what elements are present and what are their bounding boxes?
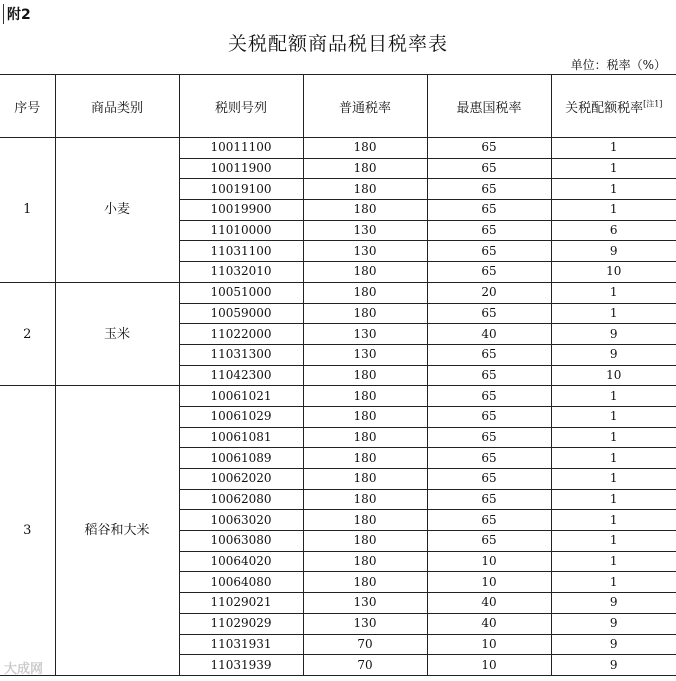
general-rate-cell: 180 bbox=[303, 138, 427, 159]
tariff-code-cell: 11031100 bbox=[179, 241, 303, 262]
general-rate-cell: 180 bbox=[303, 303, 427, 324]
tariff-code-cell: 11042300 bbox=[179, 365, 303, 386]
quota-rate-cell: 1 bbox=[551, 406, 676, 427]
general-rate-cell: 130 bbox=[303, 324, 427, 345]
general-rate-cell: 180 bbox=[303, 200, 427, 221]
tariff-code-cell: 11010000 bbox=[179, 220, 303, 241]
general-rate-cell: 70 bbox=[303, 655, 427, 676]
quota-rate-cell: 9 bbox=[551, 344, 676, 365]
quota-rate-cell: 1 bbox=[551, 282, 676, 303]
header-general-rate: 普通税率 bbox=[303, 75, 427, 138]
general-rate-cell: 180 bbox=[303, 386, 427, 407]
general-rate-cell: 180 bbox=[303, 427, 427, 448]
mfn-rate-cell: 65 bbox=[427, 510, 551, 531]
mfn-rate-cell: 65 bbox=[427, 158, 551, 179]
header-tariff-code: 税则号列 bbox=[179, 75, 303, 138]
tariff-code-cell: 11031300 bbox=[179, 344, 303, 365]
mfn-rate-cell: 40 bbox=[427, 324, 551, 345]
tariff-code-cell: 10064020 bbox=[179, 551, 303, 572]
general-rate-cell: 130 bbox=[303, 613, 427, 634]
table-row bbox=[0, 138, 676, 159]
tariff-code-cell: 10019900 bbox=[179, 200, 303, 221]
tariff-code-cell: 11031931 bbox=[179, 634, 303, 655]
group-category-cell: 稻谷和大米 bbox=[55, 386, 179, 676]
general-rate-cell: 180 bbox=[303, 448, 427, 469]
mfn-rate-cell: 65 bbox=[427, 489, 551, 510]
quota-rate-cell: 1 bbox=[551, 448, 676, 469]
mfn-rate-cell: 65 bbox=[427, 344, 551, 365]
mfn-rate-cell: 10 bbox=[427, 572, 551, 593]
quota-rate-cell: 1 bbox=[551, 303, 676, 324]
general-rate-cell: 180 bbox=[303, 262, 427, 283]
attachment-label: 附2 bbox=[3, 4, 31, 24]
tariff-code-cell: 10061089 bbox=[179, 448, 303, 469]
mfn-rate-cell: 10 bbox=[427, 634, 551, 655]
tariff-code-cell: 10059000 bbox=[179, 303, 303, 324]
general-rate-cell: 130 bbox=[303, 220, 427, 241]
mfn-rate-cell: 65 bbox=[427, 386, 551, 407]
tariff-code-cell: 10064080 bbox=[179, 572, 303, 593]
tariff-code-cell: 11029021 bbox=[179, 593, 303, 614]
table-row bbox=[0, 282, 676, 303]
general-rate-cell: 180 bbox=[303, 531, 427, 552]
tariff-code-cell: 11032010 bbox=[179, 262, 303, 283]
mfn-rate-cell: 65 bbox=[427, 427, 551, 448]
unit-note: 单位：税率（%） bbox=[570, 58, 666, 72]
tariff-code-cell: 10019100 bbox=[179, 179, 303, 200]
quota-rate-cell: 1 bbox=[551, 531, 676, 552]
quota-rate-cell: 9 bbox=[551, 655, 676, 676]
header-mfn-rate: 最惠国税率 bbox=[427, 75, 551, 138]
quota-rate-cell: 1 bbox=[551, 572, 676, 593]
quota-rate-cell: 6 bbox=[551, 220, 676, 241]
quota-rate-cell: 1 bbox=[551, 179, 676, 200]
table-header-row bbox=[0, 75, 676, 138]
header-quota-rate-note: [注1] bbox=[643, 99, 663, 109]
general-rate-cell: 130 bbox=[303, 344, 427, 365]
table-body bbox=[0, 138, 676, 676]
group-seq-cell: 1 bbox=[0, 138, 55, 283]
tariff-code-cell: 10011100 bbox=[179, 138, 303, 159]
quota-rate-cell: 9 bbox=[551, 241, 676, 262]
quota-rate-cell: 9 bbox=[551, 324, 676, 345]
tariff-code-cell: 10011900 bbox=[179, 158, 303, 179]
tariff-code-cell: 10061081 bbox=[179, 427, 303, 448]
general-rate-cell: 180 bbox=[303, 469, 427, 490]
mfn-rate-cell: 20 bbox=[427, 282, 551, 303]
mfn-rate-cell: 65 bbox=[427, 303, 551, 324]
quota-rate-cell: 1 bbox=[551, 427, 676, 448]
mfn-rate-cell: 40 bbox=[427, 613, 551, 634]
general-rate-cell: 180 bbox=[303, 406, 427, 427]
quota-rate-cell: 1 bbox=[551, 551, 676, 572]
quota-rate-cell: 1 bbox=[551, 469, 676, 490]
header-quota-rate bbox=[551, 75, 676, 138]
mfn-rate-cell: 65 bbox=[427, 406, 551, 427]
page-title: 关税配额商品税目税率表 bbox=[227, 33, 448, 55]
mfn-rate-cell: 65 bbox=[427, 179, 551, 200]
table-row bbox=[0, 386, 676, 407]
tariff-table bbox=[0, 74, 676, 676]
tariff-code-cell: 10061021 bbox=[179, 386, 303, 407]
general-rate-cell: 180 bbox=[303, 510, 427, 531]
watermark: 大成网 bbox=[4, 662, 44, 677]
tariff-code-cell: 10051000 bbox=[179, 282, 303, 303]
group-category-cell: 玉米 bbox=[55, 282, 179, 385]
quota-rate-cell: 9 bbox=[551, 613, 676, 634]
header-quota-rate-label: 关税配额税率 bbox=[565, 100, 644, 116]
mfn-rate-cell: 65 bbox=[427, 448, 551, 469]
tariff-code-cell: 11022000 bbox=[179, 324, 303, 345]
group-seq-cell: 2 bbox=[0, 282, 55, 385]
quota-rate-cell: 1 bbox=[551, 158, 676, 179]
general-rate-cell: 130 bbox=[303, 593, 427, 614]
mfn-rate-cell: 65 bbox=[427, 138, 551, 159]
general-rate-cell: 180 bbox=[303, 489, 427, 510]
tariff-code-cell: 11029029 bbox=[179, 613, 303, 634]
general-rate-cell: 130 bbox=[303, 241, 427, 262]
mfn-rate-cell: 65 bbox=[427, 531, 551, 552]
tariff-code-cell: 10061029 bbox=[179, 406, 303, 427]
tariff-code-cell: 10062020 bbox=[179, 469, 303, 490]
header-seq: 序号 bbox=[0, 75, 55, 138]
mfn-rate-cell: 40 bbox=[427, 593, 551, 614]
mfn-rate-cell: 65 bbox=[427, 241, 551, 262]
mfn-rate-cell: 65 bbox=[427, 365, 551, 386]
tariff-code-cell: 10063080 bbox=[179, 531, 303, 552]
quota-rate-cell: 1 bbox=[551, 386, 676, 407]
mfn-rate-cell: 65 bbox=[427, 262, 551, 283]
general-rate-cell: 180 bbox=[303, 158, 427, 179]
general-rate-cell: 70 bbox=[303, 634, 427, 655]
general-rate-cell: 180 bbox=[303, 282, 427, 303]
general-rate-cell: 180 bbox=[303, 179, 427, 200]
group-category-cell: 小麦 bbox=[55, 138, 179, 283]
quota-rate-cell: 1 bbox=[551, 510, 676, 531]
quota-rate-cell: 9 bbox=[551, 634, 676, 655]
quota-rate-cell: 1 bbox=[551, 138, 676, 159]
mfn-rate-cell: 10 bbox=[427, 655, 551, 676]
tariff-code-cell: 10063020 bbox=[179, 510, 303, 531]
group-seq-cell: 3 bbox=[0, 386, 55, 676]
mfn-rate-cell: 10 bbox=[427, 551, 551, 572]
tariff-code-cell: 11031939 bbox=[179, 655, 303, 676]
general-rate-cell: 180 bbox=[303, 551, 427, 572]
mfn-rate-cell: 65 bbox=[427, 220, 551, 241]
tariff-code-cell: 10062080 bbox=[179, 489, 303, 510]
header-category: 商品类别 bbox=[55, 75, 179, 138]
general-rate-cell: 180 bbox=[303, 572, 427, 593]
mfn-rate-cell: 65 bbox=[427, 200, 551, 221]
quota-rate-cell: 9 bbox=[551, 593, 676, 614]
quota-rate-cell: 10 bbox=[551, 262, 676, 283]
general-rate-cell: 180 bbox=[303, 365, 427, 386]
mfn-rate-cell: 65 bbox=[427, 469, 551, 490]
quota-rate-cell: 1 bbox=[551, 489, 676, 510]
quota-rate-cell: 1 bbox=[551, 200, 676, 221]
quota-rate-cell: 10 bbox=[551, 365, 676, 386]
